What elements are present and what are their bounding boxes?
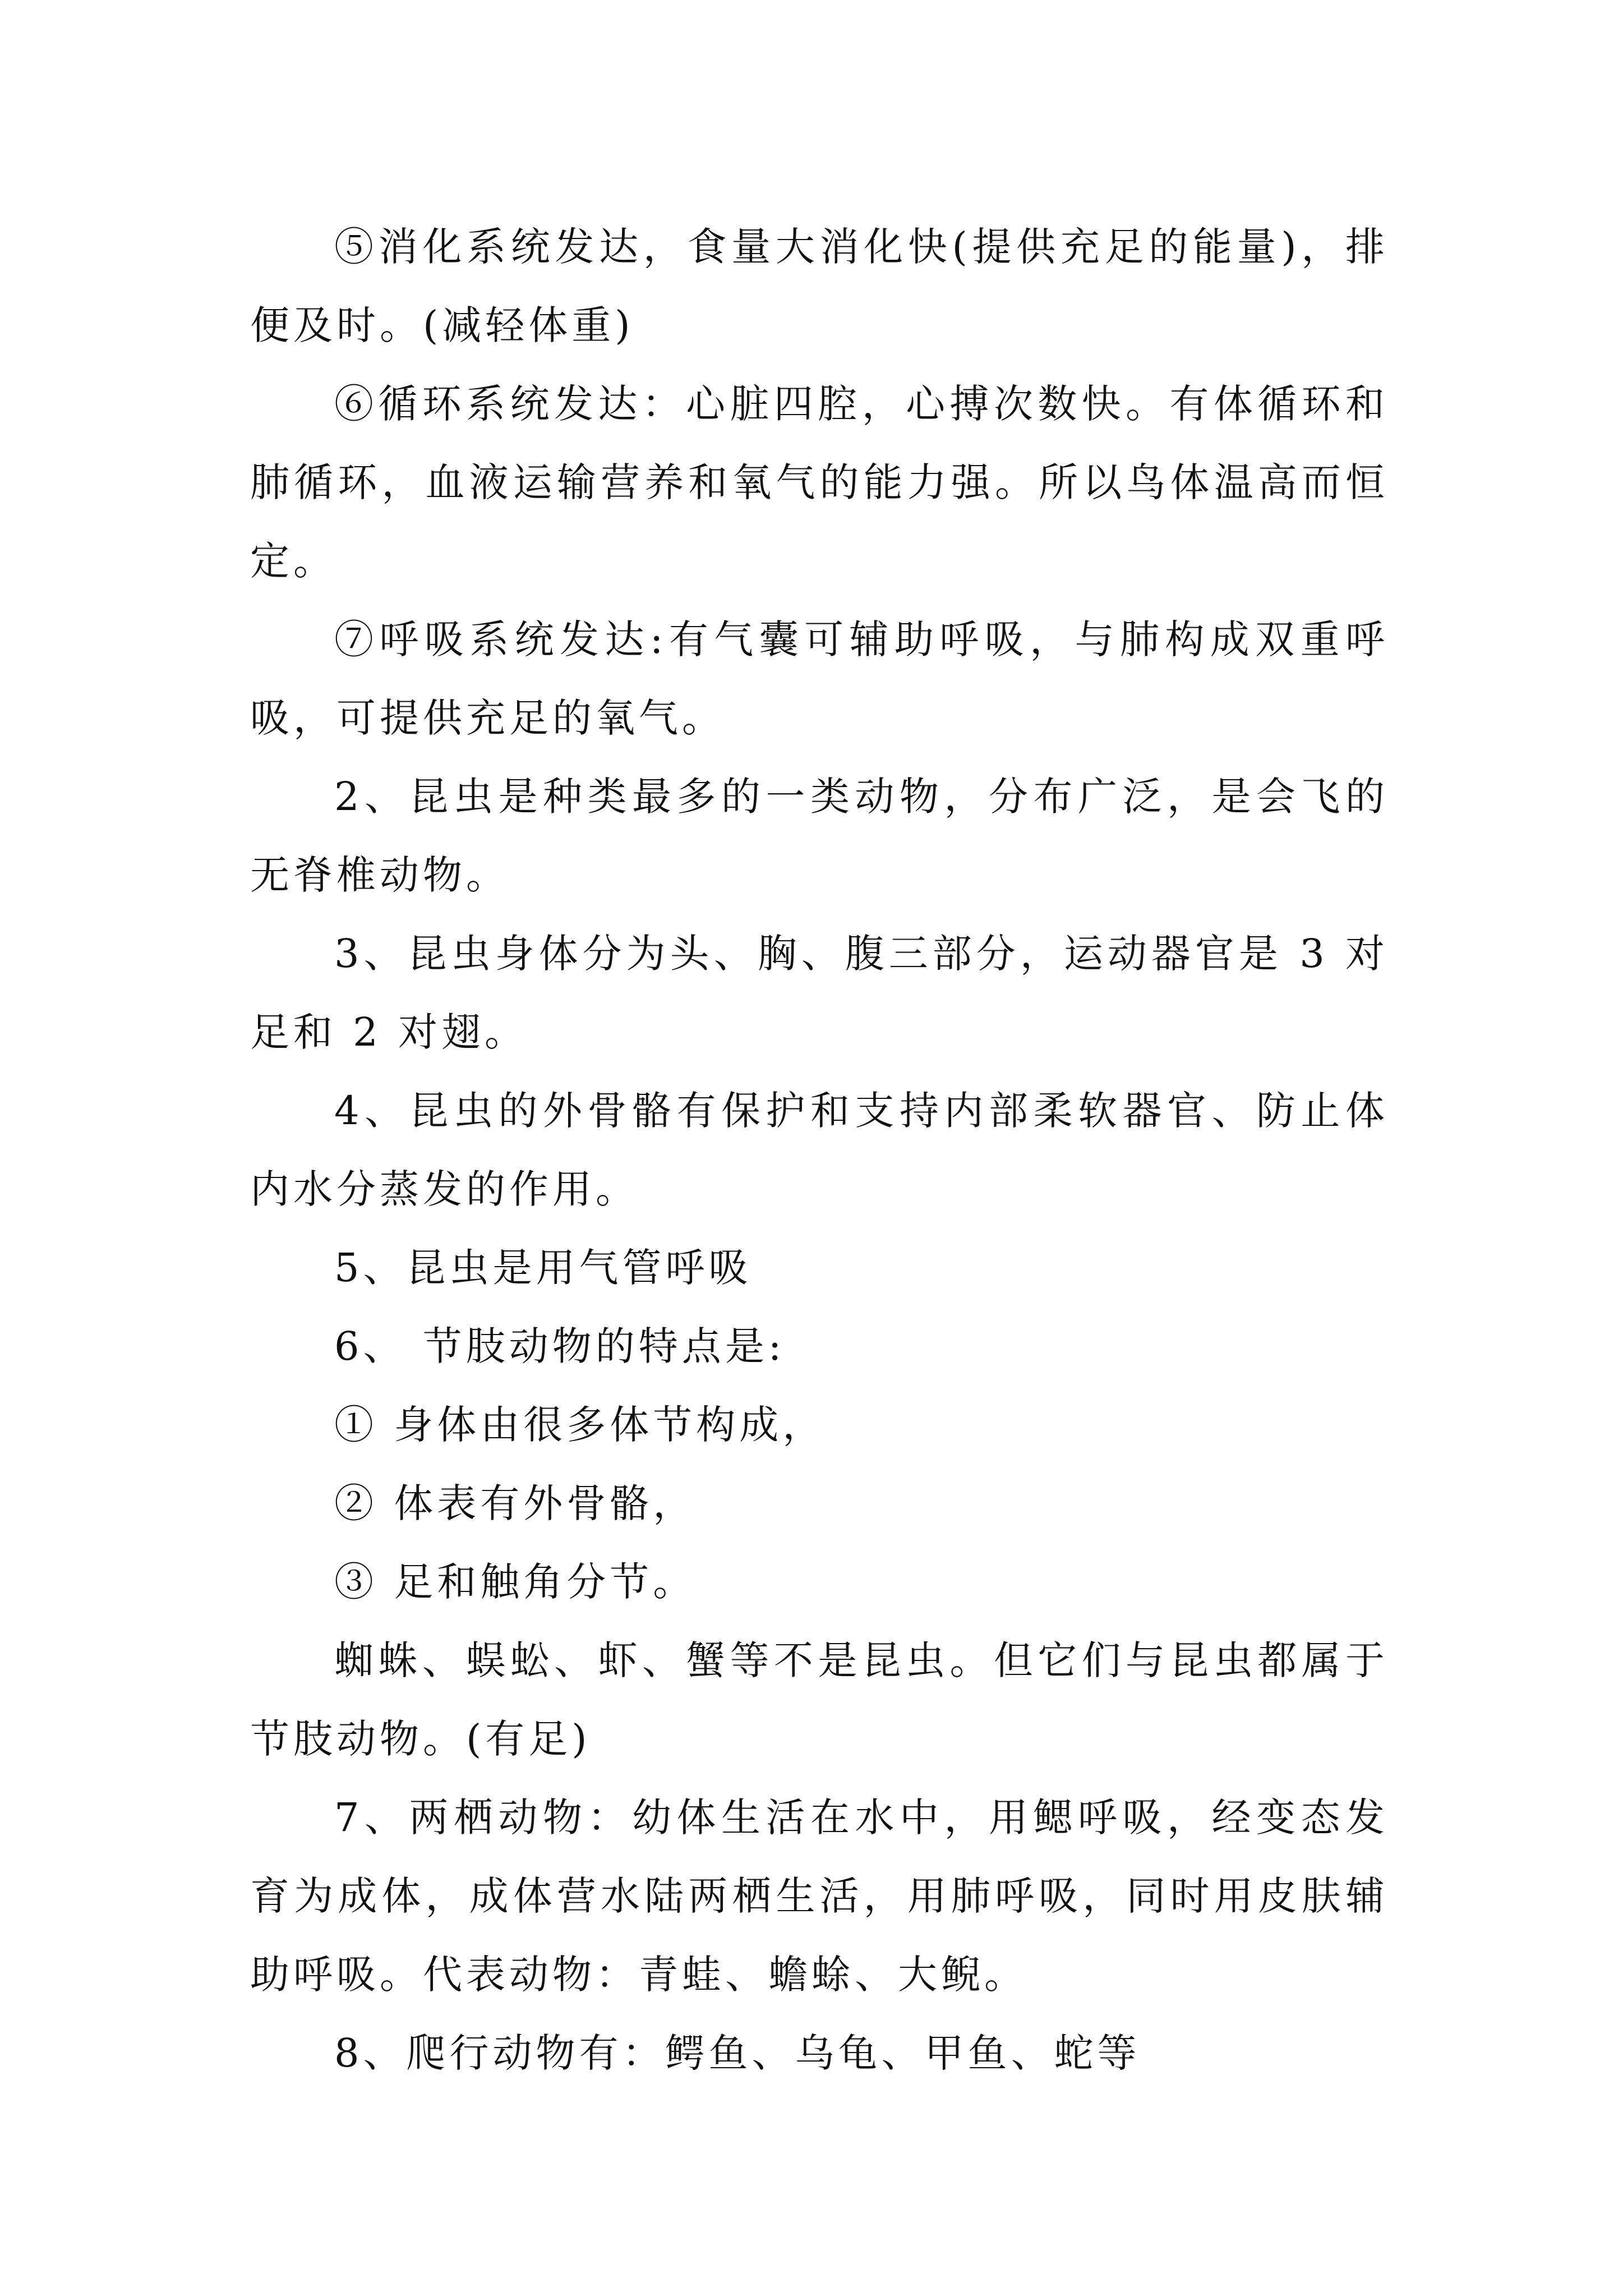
paragraph-item-3-line-2: 足和 2 对翅。 [250, 1009, 528, 1055]
paragraph-item-7-line-1: 7、两栖动物：幼体生活在水中，用鳃呼吸，经变态发 [334, 1795, 1389, 1841]
paragraph-respiratory-line-2: 吸，可提供充足的氧气。 [250, 695, 725, 741]
paragraph-circulatory-line-1: ⑥循环系统发达：心脏四腔，心搏次数快。有体循环和 [334, 381, 1389, 427]
paragraph-item-5: 5、昆虫是用气管呼吸 [334, 1245, 752, 1291]
paragraph-item-8: 8、爬行动物有：鳄鱼、乌龟、甲鱼、蛇等 [334, 2030, 1141, 2076]
paragraph-respiratory-line-1: ⑦呼吸系统发达:有气囊可辅助呼吸，与肺构成双重呼 [334, 616, 1389, 662]
list-item-1: ① 身体由很多体节构成， [334, 1402, 826, 1448]
list-item-3: ③ 足和触角分节。 [334, 1559, 697, 1605]
paragraph-digestive-line-2: 便及时。(减轻体重) [250, 302, 634, 348]
paragraph-circulatory-line-2: 肺循环，血液运输营养和氧气的能力强。所以鸟体温高而恒 [250, 459, 1389, 505]
paragraph-item-4-line-1: 4、昆虫的外骨骼有保护和支持内部柔软器官、防止体 [334, 1088, 1389, 1134]
document-body [250, 208, 1389, 2092]
paragraph-item-2-line-2: 无脊椎动物。 [250, 852, 509, 898]
paragraph-arthropods-line-1: 蜘蛛、蜈蚣、虾、蟹等不是昆虫。但它们与昆虫都属于 [334, 1637, 1389, 1683]
paragraph-item-2-line-1: 2、昆虫是种类最多的一类动物，分布广泛，是会飞的 [334, 774, 1389, 820]
paragraph-arthropods-line-2: 节肢动物。(有足) [250, 1716, 591, 1762]
paragraph-item-6: 6、 节肢动物的特点是: [334, 1323, 786, 1369]
paragraph-item-4-line-2: 内水分蒸发的作用。 [250, 1166, 639, 1212]
paragraph-circulatory-line-3: 定。 [250, 538, 336, 584]
paragraph-item-3-line-1: 3、昆虫身体分为头、胸、腹三部分，运动器官是 3 对 [334, 931, 1389, 977]
paragraph-item-7-line-3: 助呼吸。代表动物：青蛙、蟾蜍、大鲵。 [250, 1952, 1027, 1998]
paragraph-digestive-line-1: ⑤消化系统发达，食量大消化快(提供充足的能量)，排 [334, 224, 1389, 270]
paragraph-item-7-line-2: 育为成体，成体营水陆两栖生活，用肺呼吸，同时用皮肤辅 [250, 1873, 1389, 1919]
list-item-2: ② 体表有外骨骼， [334, 1480, 697, 1526]
